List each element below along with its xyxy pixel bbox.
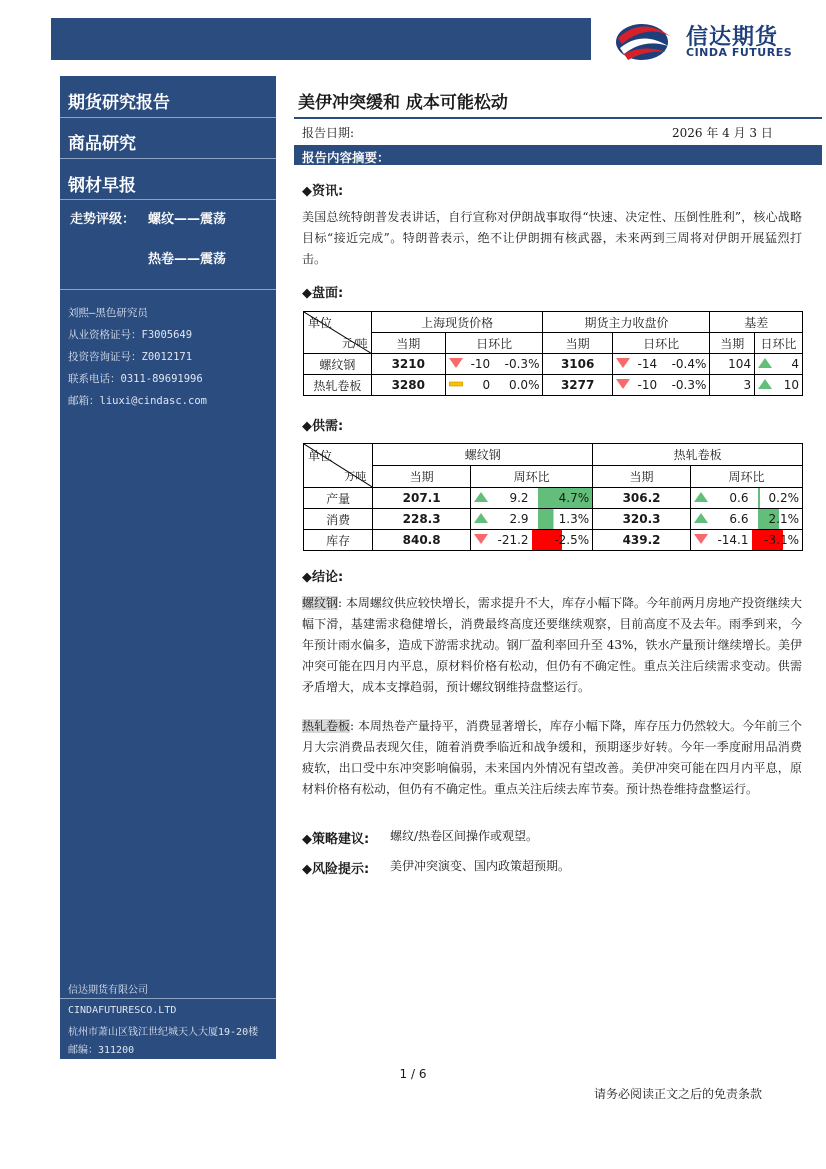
market-col-spot: 上海现货价格 <box>371 312 543 333</box>
arrow-down-icon <box>694 533 708 547</box>
market-basis-value: 3 <box>710 375 755 396</box>
market-table <box>303 311 803 396</box>
market-unit-bottom: 元/吨 <box>341 337 368 350</box>
market-sub-current: 当期 <box>371 333 445 354</box>
market-fut-value: 3277 <box>543 375 612 396</box>
summary-bar <box>294 145 822 165</box>
market-fut-change: -10 <box>637 378 658 392</box>
sidebar <box>60 76 276 1059</box>
market-spot-pct: -0.3% <box>493 354 543 375</box>
market-basis-value: 104 <box>710 354 755 375</box>
arrow-up-icon <box>694 491 708 505</box>
market-row-name: 热轧卷板 <box>304 375 372 396</box>
supply-unit-bottom: 万吨 <box>344 470 367 483</box>
supply-sub-current: 当期 <box>593 466 691 488</box>
supply-rebar-value: 840.8 <box>373 530 471 551</box>
market-unit-cell <box>304 312 372 354</box>
hrc-text: : 本周热卷产量持平，消费显著增长，库存小幅下降，库存压力仍然较大。今年前三个月大宗消费品表现欠佳，随着消费季临近和战争缓和，预期逐步好转。今年一季度耐用品消费疲软，出口受中东冲突影响偏弱，未来国内外情况有望改善。美伊冲突可能在四月内平息，原材料价格有松动，但仍有不确定性。重点关注后续去库节奏。预计热卷维持盘整运行。 <box>302 719 802 796</box>
report-date-label: 报告日期: <box>302 126 355 140</box>
sidebar-divider <box>60 199 276 200</box>
supply-rebar-change: 2.9 <box>509 512 529 526</box>
table-row <box>304 354 803 375</box>
rebar-tag: 螺纹钢 <box>302 596 339 610</box>
supply-hrc-pct: 0.2% <box>752 488 803 509</box>
sidebar-title-commodity: 商品研究 <box>68 134 136 154</box>
analyst-email: 邮箱：liuxi@cindasc.com <box>68 395 207 407</box>
market-basis-change-cell <box>755 354 803 375</box>
table-row <box>304 509 803 530</box>
header-bar <box>51 18 591 60</box>
market-unit-top: 单位 <box>308 316 333 330</box>
market-fut-change-cell <box>612 354 660 375</box>
market-row-name: 螺纹钢 <box>304 354 372 375</box>
title-rule <box>294 117 822 119</box>
market-fut-change-cell <box>612 375 660 396</box>
sidebar-title-report: 期货研究报告 <box>68 93 170 113</box>
risk-heading: ◆风险提示: <box>302 862 370 877</box>
market-spot-change: 0 <box>482 378 491 392</box>
analyst-qualification: 从业资格证号：F3005649 <box>68 329 193 341</box>
supply-hrc-change: 0.6 <box>729 491 749 505</box>
conclusion-hrc <box>302 716 802 800</box>
arrow-down-icon <box>616 378 630 392</box>
supply-sub-weekly: 周环比 <box>690 466 802 488</box>
market-sub-current: 当期 <box>543 333 612 354</box>
market-fut-change: -14 <box>637 357 658 371</box>
supply-hrc-pct: -3.1% <box>752 530 803 551</box>
rebar-text: : 本周螺纹供应较快增长，需求提升不大，库存小幅下降。今年前两月房地产投资继续大幅下滑，基建需求稳健增长，消费最终高度还要继续观察，目前高度不及去年。雨季到来，今年预计雨水偏多，造成下游需求扰动。钢厂盈利率回升至 43%，铁水产量预计继续增长。美伊冲突可能在四月内平息，原材料价格有松动，但仍有不确定性。重点关注后续需求变动。供需矛盾增大，成本支撑趋弱，预计螺纹钢维持盘整运行。 <box>302 596 802 694</box>
supply-unit-top: 单位 <box>308 449 333 463</box>
arrow-up-icon <box>474 512 488 526</box>
supply-rebar-change: 9.2 <box>509 491 529 505</box>
arrow-down-icon <box>449 357 463 371</box>
supply-sub-current: 当期 <box>373 466 471 488</box>
supply-hrc-change: 6.6 <box>729 512 749 526</box>
market-col-futures: 期货主力收盘价 <box>543 312 710 333</box>
supply-row-name: 产量 <box>304 488 373 509</box>
market-basis-change-cell <box>755 375 803 396</box>
supply-rebar-value: 228.3 <box>373 509 471 530</box>
supply-rebar-value: 207.1 <box>373 488 471 509</box>
supply-row-name: 消费 <box>304 509 373 530</box>
market-spot-pct: 0.0% <box>493 375 543 396</box>
market-col-basis: 基差 <box>710 312 803 333</box>
supply-rebar-change-cell <box>470 530 531 551</box>
market-spot-change-cell <box>445 354 493 375</box>
analyst-consulting-id: 投资咨询证号：Z0012171 <box>68 351 193 363</box>
arrow-up-icon <box>758 378 772 392</box>
logo-text-cn: 信达期货 <box>686 25 779 50</box>
supply-hrc-change: -14.1 <box>717 533 749 547</box>
market-basis-change: 4 <box>791 357 799 371</box>
sidebar-divider <box>60 998 276 999</box>
news-text: 美国总统特朗普发表讲话，自行宣称对伊朗战事取得“快速、决定性、压倒性胜利”，核心战略目标“接近完成”。特朗普表示，绝不让伊朗拥有核武器，未来两到三周将对伊朗开展猛烈打击。 <box>302 210 802 266</box>
flat-bar-icon <box>449 378 463 392</box>
summary-label: 报告内容摘要： <box>302 150 390 165</box>
news-heading: ◆资讯: <box>302 184 344 199</box>
report-title: 美伊冲突缓和 成本可能松动 <box>298 93 508 113</box>
rating-label: 走势评级： <box>70 212 136 227</box>
market-fut-pct: -0.3% <box>660 375 710 396</box>
supply-heading: ◆供需: <box>302 419 344 434</box>
analyst-phone: 联系电话：0311-89691996 <box>68 373 203 385</box>
market-sub-daily: 日环比 <box>755 333 803 354</box>
supply-col-rebar: 螺纹钢 <box>373 444 593 466</box>
market-sub-daily: 日环比 <box>612 333 710 354</box>
supply-col-hrc: 热轧卷板 <box>593 444 803 466</box>
market-sub-daily: 日环比 <box>445 333 543 354</box>
supply-hrc-value: 306.2 <box>593 488 691 509</box>
company-address: 杭州市萧山区钱江世纪城天人大厦19-20楼 <box>68 1027 259 1038</box>
market-fut-pct: -0.4% <box>660 354 710 375</box>
supply-rebar-pct: 1.3% <box>532 509 593 530</box>
sidebar-title-steel: 钢材早报 <box>68 176 136 196</box>
conclusion-heading: ◆结论: <box>302 570 344 585</box>
supply-rebar-change-cell <box>470 509 531 530</box>
supply-rebar-pct: 4.7% <box>532 488 593 509</box>
table-row <box>304 488 803 509</box>
arrow-down-icon <box>474 533 488 547</box>
supply-rebar-pct: -2.5% <box>532 530 593 551</box>
company-postcode: 邮编：311200 <box>68 1045 135 1056</box>
table-row <box>304 375 803 396</box>
arrow-up-icon <box>474 491 488 505</box>
strategy-heading: ◆策略建议: <box>302 832 370 847</box>
supply-hrc-pct: 2.1% <box>752 509 803 530</box>
company-name: 信达期货有限公司 <box>68 985 148 996</box>
company-logo <box>612 18 812 62</box>
arrow-down-icon <box>616 357 630 371</box>
arrow-up-icon <box>758 357 772 371</box>
supply-hrc-change-cell <box>690 488 751 509</box>
risk-text: 美伊冲突演变、国内政策超预期。 <box>390 859 571 873</box>
supply-rebar-change-cell <box>470 488 531 509</box>
market-basis-change: 10 <box>783 378 799 392</box>
market-sub-current: 当期 <box>710 333 755 354</box>
supply-unit-cell <box>304 444 373 488</box>
sidebar-divider <box>60 158 276 159</box>
supply-hrc-value: 439.2 <box>593 530 691 551</box>
table-row <box>304 530 803 551</box>
hrc-tag: 热轧卷板 <box>302 719 351 733</box>
supply-hrc-value: 320.3 <box>593 509 691 530</box>
sidebar-divider <box>60 117 276 118</box>
market-spot-change-cell <box>445 375 493 396</box>
rating-hrc: 热卷——震荡 <box>148 252 227 267</box>
analyst-name: 刘熙—黑色研究员 <box>68 307 148 319</box>
market-spot-change: -10 <box>470 357 491 371</box>
rating-rebar: 螺纹——震荡 <box>148 212 227 227</box>
disclaimer-note: 请务必阅读正文之后的免责条款 <box>594 1087 763 1101</box>
market-spot-value: 3210 <box>371 354 445 375</box>
supply-hrc-change-cell <box>690 509 751 530</box>
supply-row-name: 库存 <box>304 530 373 551</box>
cinda-logo-icon <box>612 18 674 62</box>
supply-hrc-change-cell <box>690 530 751 551</box>
market-heading: ◆盘面: <box>302 286 344 301</box>
sidebar-divider <box>60 289 276 290</box>
supply-sub-weekly: 周环比 <box>470 466 592 488</box>
logo-text-en: CINDA FUTURES <box>686 46 793 59</box>
conclusion-rebar <box>302 593 802 698</box>
strategy-text: 螺纹/热卷区间操作或观望。 <box>390 829 539 843</box>
arrow-up-icon <box>694 512 708 526</box>
supply-rebar-change: -21.2 <box>497 533 529 547</box>
market-fut-value: 3106 <box>543 354 612 375</box>
company-website: CINDAFUTURESCO.LTD <box>68 1005 177 1016</box>
market-spot-value: 3280 <box>371 375 445 396</box>
supply-table <box>303 443 803 551</box>
report-date-value: 2026 年 4 月 3 日 <box>672 126 773 140</box>
page-number: 1 / 6 <box>399 1067 427 1081</box>
